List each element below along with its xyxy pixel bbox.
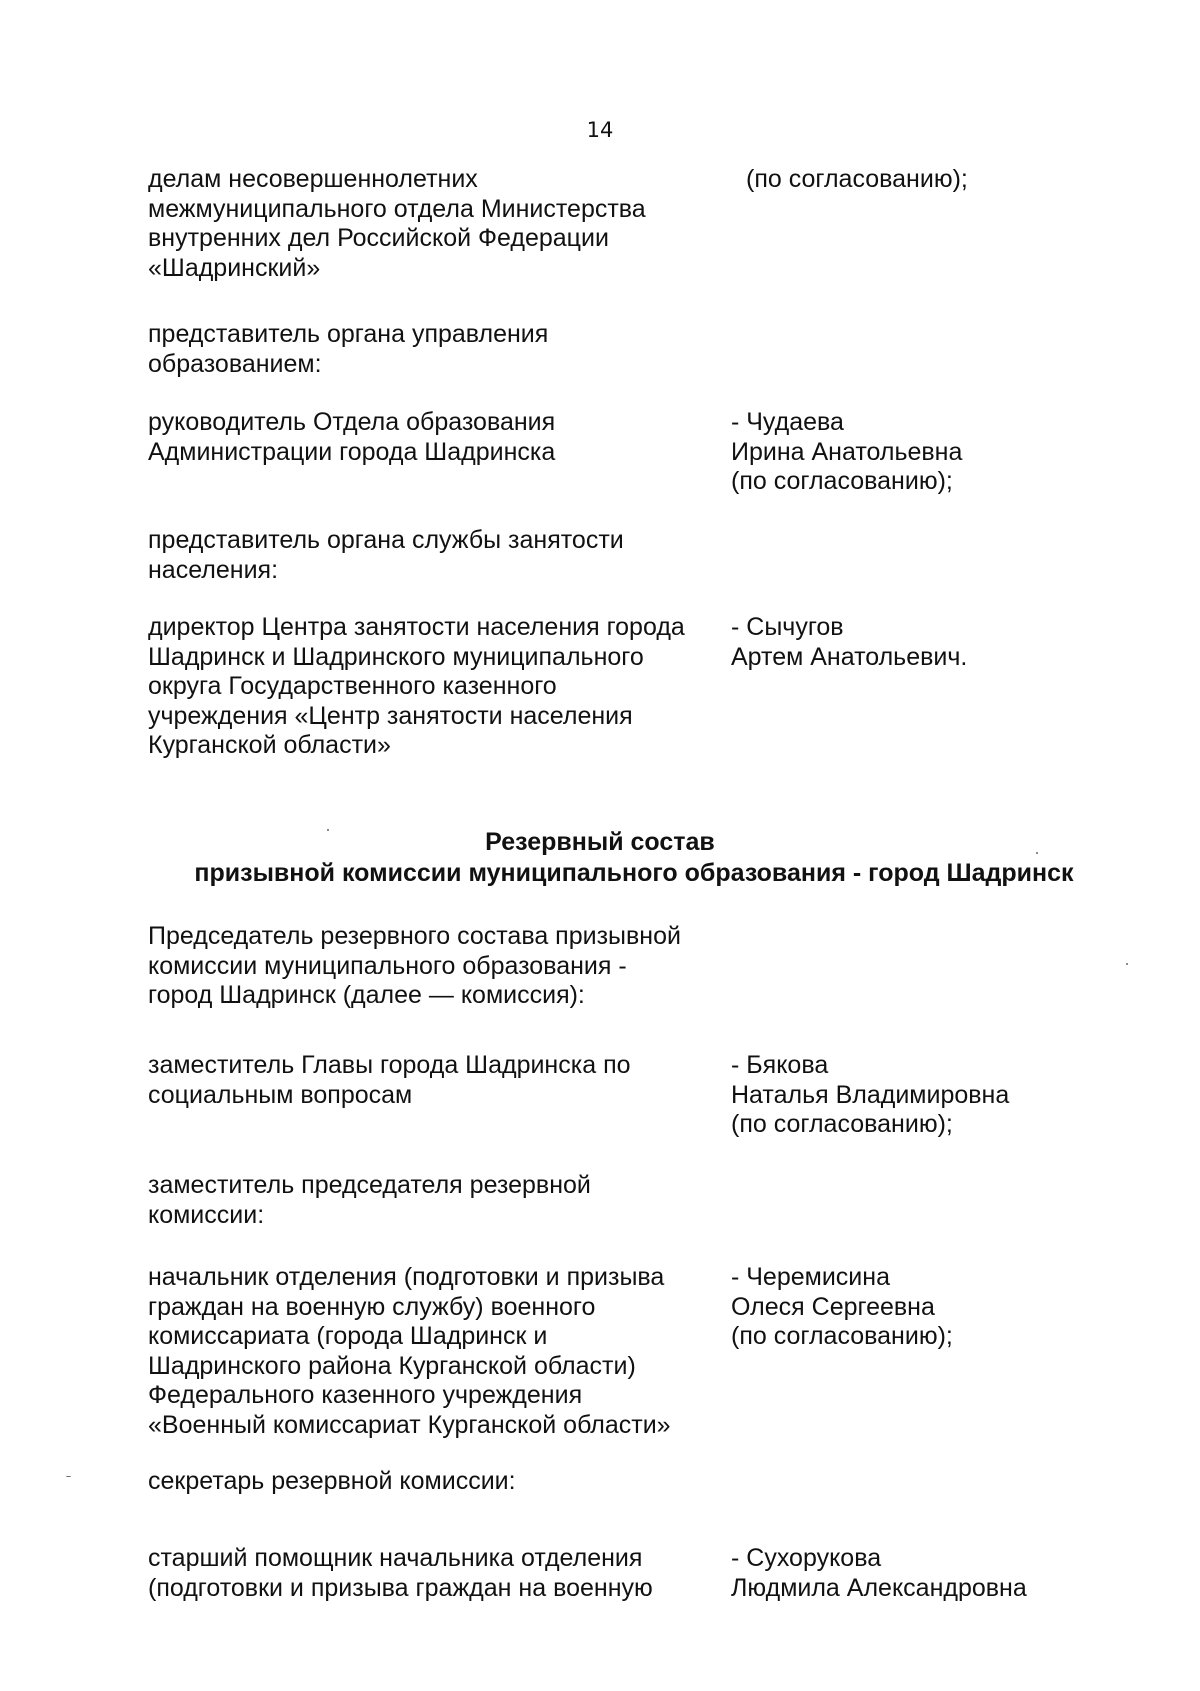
- position-description: начальник отделения (подготовки и призыва граждан на военную службу) военного комиссариата (города Шадринск и Шадринского района Курганской области) Федерального казенного учреждения «Военный комиссариат Курганской области»: [148, 1263, 671, 1439]
- position-description: заместитель Главы города Шадринска по социальным вопросам: [148, 1051, 631, 1109]
- role-heading: представитель органа управления образованием:: [148, 320, 549, 378]
- person-name: - Сухорукова Людмила Александровна: [731, 1544, 1027, 1602]
- position-description: старший помощник начальника отделения (подготовки и призыва граждан на военную: [148, 1544, 653, 1602]
- list-item: [148, 1263, 953, 1440]
- position-description: руководитель Отдела образования Администрации города Шадринска: [148, 408, 556, 466]
- position-description: директор Центра занятости населения города Шадринск и Шадринского муниципального округа Государственного казенного учреждения «Центр занятости населения Курганской области»: [148, 613, 685, 759]
- person-name: - Черемисина Олеся Сергеевна (по согласованию);: [731, 1263, 953, 1350]
- list-item: [148, 165, 968, 283]
- list-item: [148, 1467, 718, 1497]
- section-heading: [0, 796, 1200, 920]
- role-heading: представитель органа службы занятости населения:: [148, 526, 624, 584]
- list-item: [148, 1171, 718, 1230]
- section-heading-line2: призывной комиссии муниципального образования - город Шадринск: [194, 859, 1074, 887]
- position-description: делам несовершеннолетних межмуниципального отдела Министерства внутренних дел Российской Федерации «Шадринский»: [148, 165, 646, 282]
- section-heading-line1: Резервный состав: [485, 828, 715, 856]
- role-heading: секретарь резервной комиссии:: [148, 1467, 516, 1495]
- scan-speck: [1126, 963, 1128, 965]
- list-item: [148, 613, 968, 761]
- list-item: [148, 320, 718, 379]
- list-item: [148, 1544, 1027, 1603]
- person-name: - Бякова Наталья Владимировна (по согласованию);: [731, 1051, 1010, 1138]
- page-number: 14: [586, 118, 614, 142]
- scan-speck: [1036, 852, 1038, 854]
- list-item: [148, 408, 963, 495]
- role-heading: Председатель резервного состава призывной комиссии муниципального образования - город Шадринск (далее — комиссия):: [148, 922, 681, 1009]
- scan-speck: [66, 1476, 71, 1477]
- person-name: - Чудаева Ирина Анатольевна (по согласованию);: [731, 408, 963, 495]
- scan-speck: [327, 829, 329, 831]
- list-item: [148, 922, 748, 1011]
- approval-note: (по согласованию);: [746, 165, 968, 193]
- role-heading: заместитель председателя резервной комиссии:: [148, 1171, 591, 1229]
- list-item: [148, 1051, 1010, 1138]
- person-name: - Сычугов Артем Анатольевич.: [731, 613, 968, 671]
- list-item: [148, 526, 718, 585]
